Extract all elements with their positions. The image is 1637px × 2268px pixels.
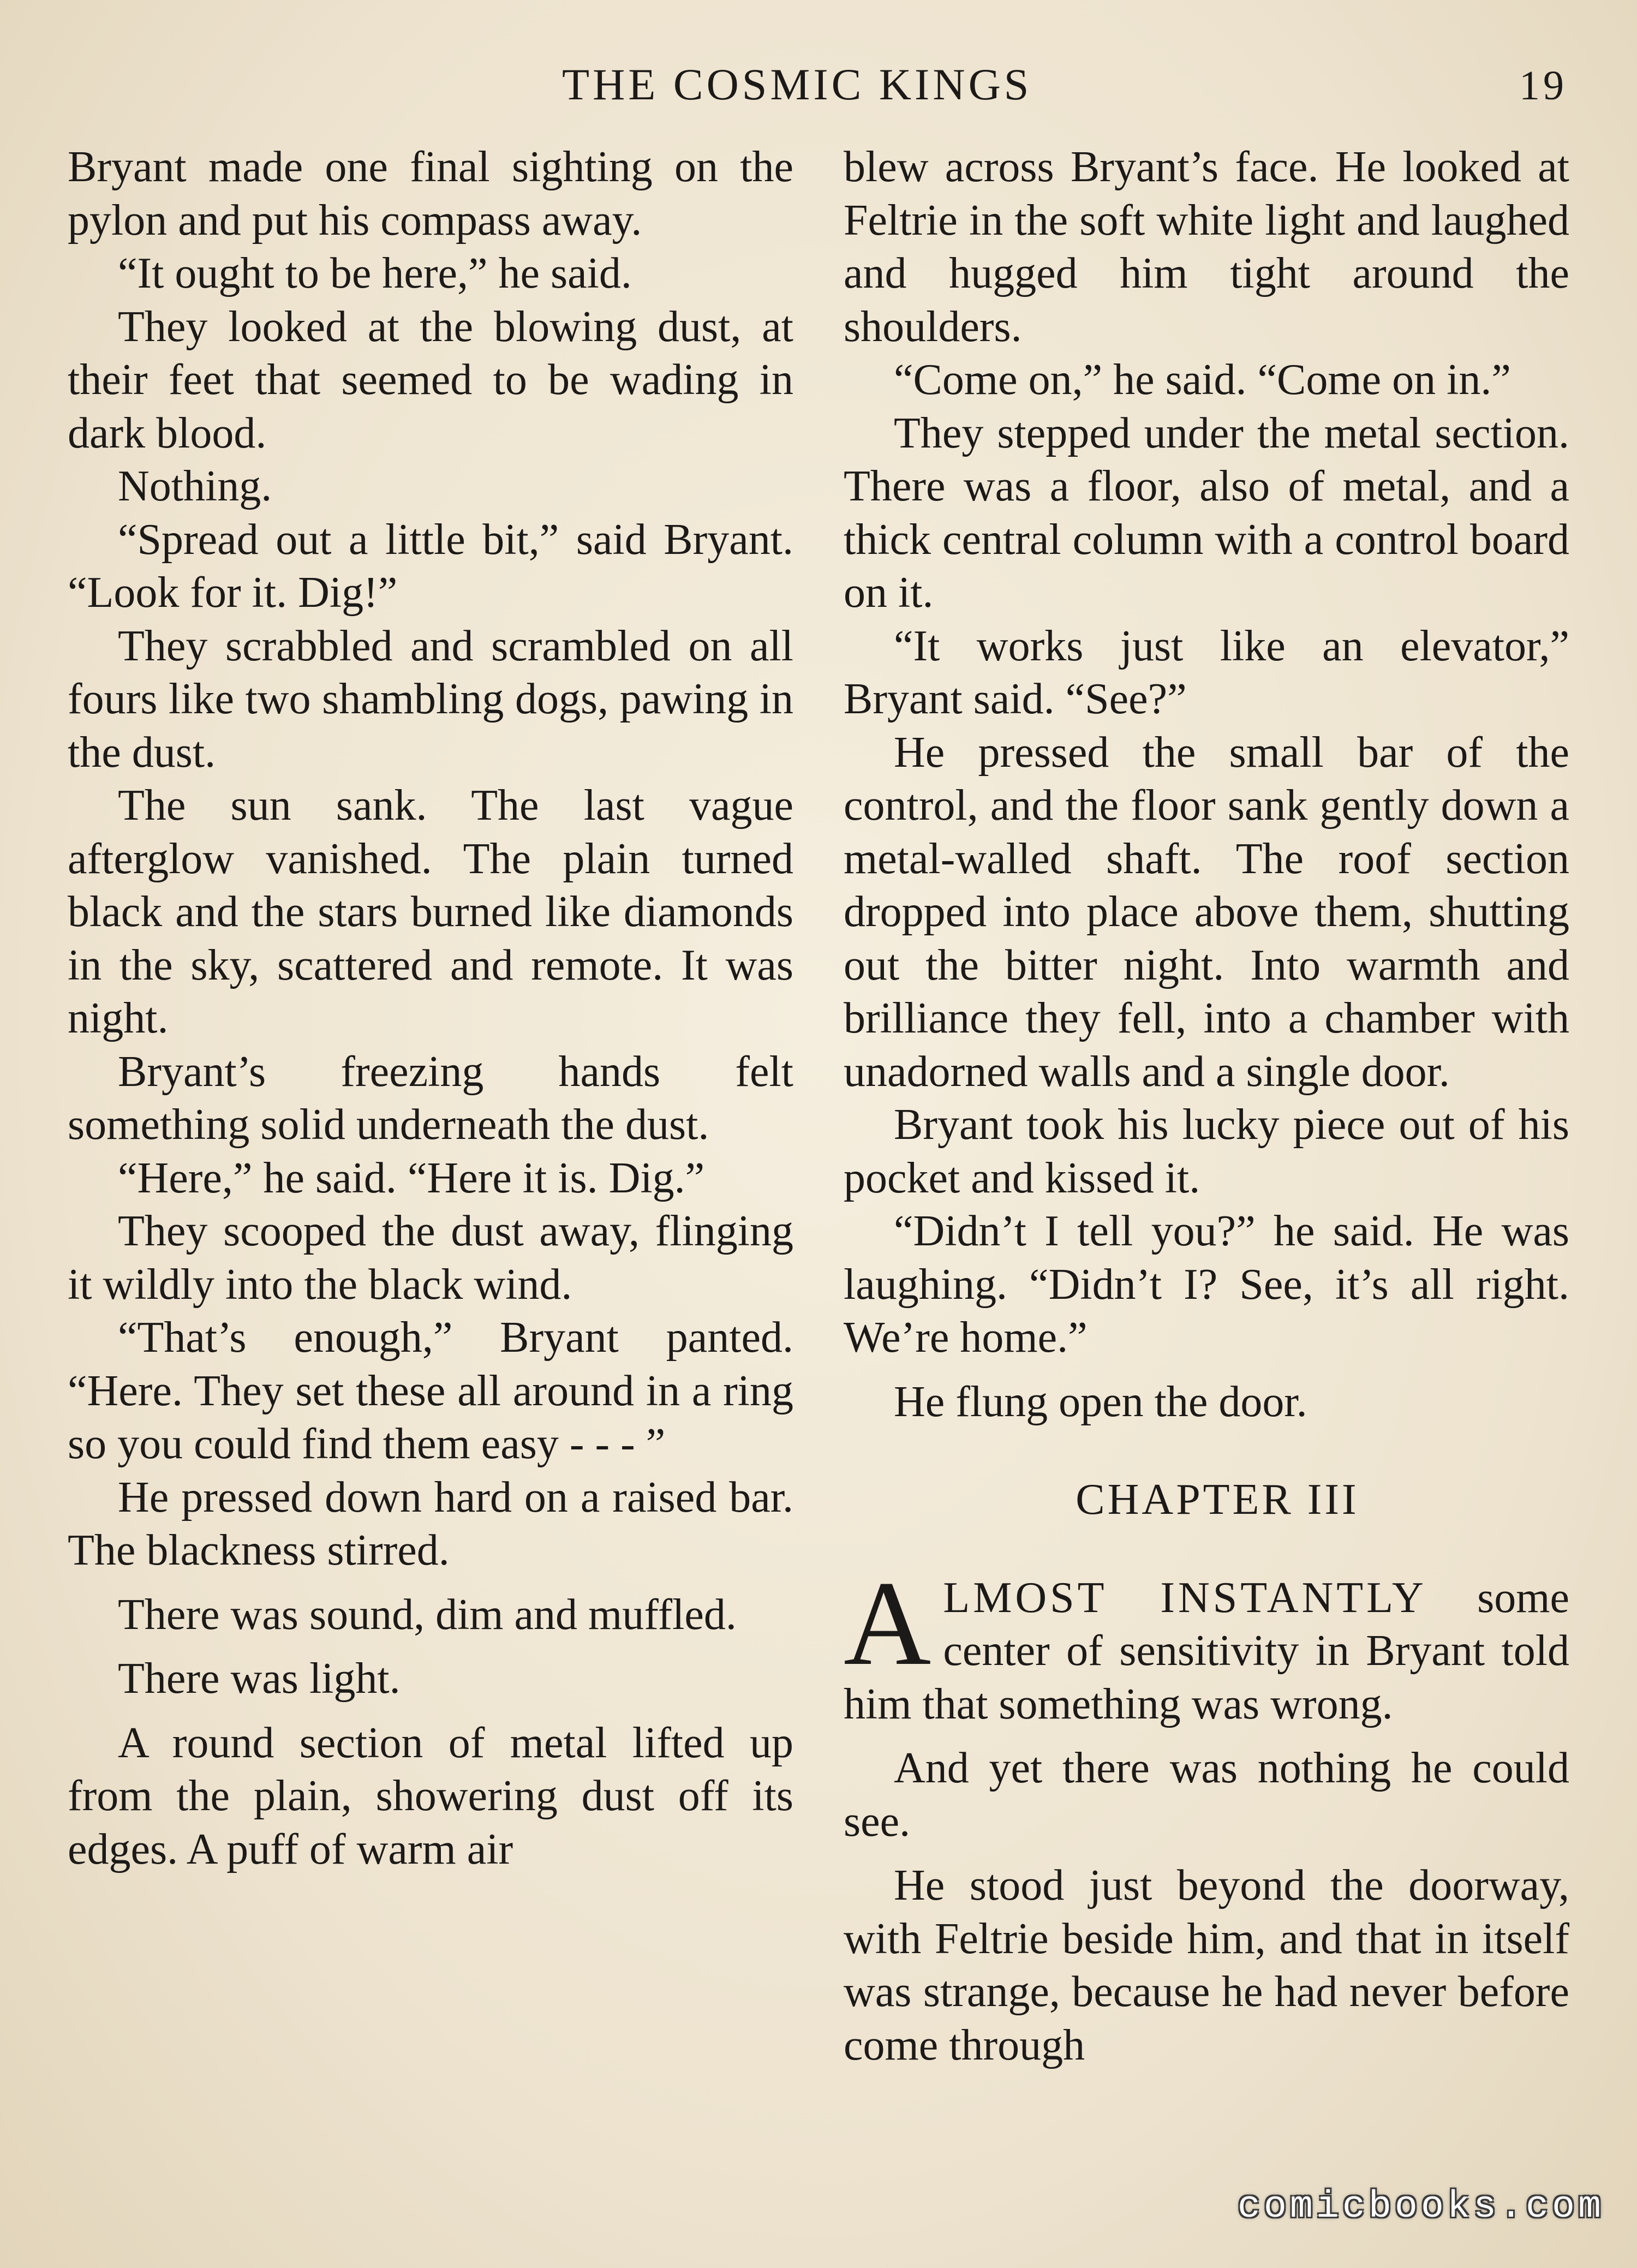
paragraph: “It works just like an elevator,” Bryant said. “See?” xyxy=(844,622,1569,723)
paragraph: “Didn’t I tell you?” he said. He was laughing. “Didn’t I? See, it’s all right. We’re home.” xyxy=(844,1207,1569,1362)
watermark: comicbooks.com xyxy=(1237,2186,1604,2229)
running-head xyxy=(0,59,1637,114)
paragraph: He pressed down hard on a raised bar. The blackness stirred. xyxy=(68,1473,793,1574)
paragraph: Nothing. xyxy=(118,462,272,510)
paragraph: There was sound, dim and muffled. xyxy=(118,1590,737,1639)
paragraph: There was light. xyxy=(118,1655,401,1703)
left-column xyxy=(68,141,793,1876)
paragraph: And yet there was nothing he could see. xyxy=(844,1744,1569,1846)
opening-smallcaps: LMOST INSTANTLY xyxy=(943,1573,1427,1622)
paragraph: Bryant made one final sighting on the pylon and put his compass away. xyxy=(68,143,793,244)
paragraph: “Spread out a little bit,” said Bryant. “Look for it. Dig!” xyxy=(68,515,793,617)
paragraph: He pressed the small bar of the control, and the floor sank gently down a metal-walled shaft. The roof section dropped into place above them, shutting out the bitter night. Into warmth and brilliance they fell, into a chamber with unadorned walls and a single door. xyxy=(844,728,1569,1096)
paragraph: “It ought to be here,” he said. xyxy=(118,249,632,297)
paragraph: They stepped under the metal section. There was a floor, also of metal, and a thick central column with a control board on it. xyxy=(844,409,1569,617)
chapter-opening-paragraph xyxy=(844,1556,1569,1732)
paragraph: “Here,” he said. “Here it is. Dig.” xyxy=(118,1154,705,1202)
opening-text: some center of sensitivity in Bryant told him that something was wrong. xyxy=(844,1573,1569,1728)
paragraph: The sun sank. The last vague afterglow vanished. The plain turned black and the stars burned like diamonds in the sky, scattered and remote. It was night. xyxy=(68,781,793,1042)
paragraph: Bryant’s freezing hands felt something solid underneath the dust. xyxy=(68,1047,793,1149)
chapter-heading: CHAPTER III xyxy=(1076,1476,1359,1524)
paragraph: “Come on,” he said. “Come on in.” xyxy=(894,356,1511,404)
paragraph: He flung open the door. xyxy=(894,1377,1307,1426)
running-title: THE COSMIC KINGS xyxy=(562,59,1032,109)
paragraph: Bryant took his lucky piece out of his pocket and kissed it. xyxy=(844,1101,1569,1202)
paragraph: They scrabbled and scrambled on all fours like two shambling dogs, pawing in the dust. xyxy=(68,622,793,777)
paragraph: A round section of metal lifted up from the plain, showering dust off its edges. A puff of warm air xyxy=(68,1718,793,1873)
paragraph: He stood just beyond the doorway, with Feltrie beside him, and that in itself was strange, because he had never before come through xyxy=(844,1861,1569,2069)
right-column xyxy=(844,141,1569,2072)
paragraph: They looked at the blowing dust, at their feet that seemed to be wading in dark blood. xyxy=(68,302,793,457)
paragraph: “That’s enough,” Bryant panted. “Here. They set these all around in a ring so you could find them easy - - - ” xyxy=(68,1314,793,1468)
paragraph: They scooped the dust away, flinging it wildly into the black wind. xyxy=(68,1207,793,1309)
drop-cap: A xyxy=(844,1556,931,1691)
paragraph: blew across Bryant’s face. He looked at Feltrie in the soft white light and laughed and hugged him tight around the shoulders. xyxy=(844,143,1569,351)
page-number: 19 xyxy=(1519,63,1567,109)
